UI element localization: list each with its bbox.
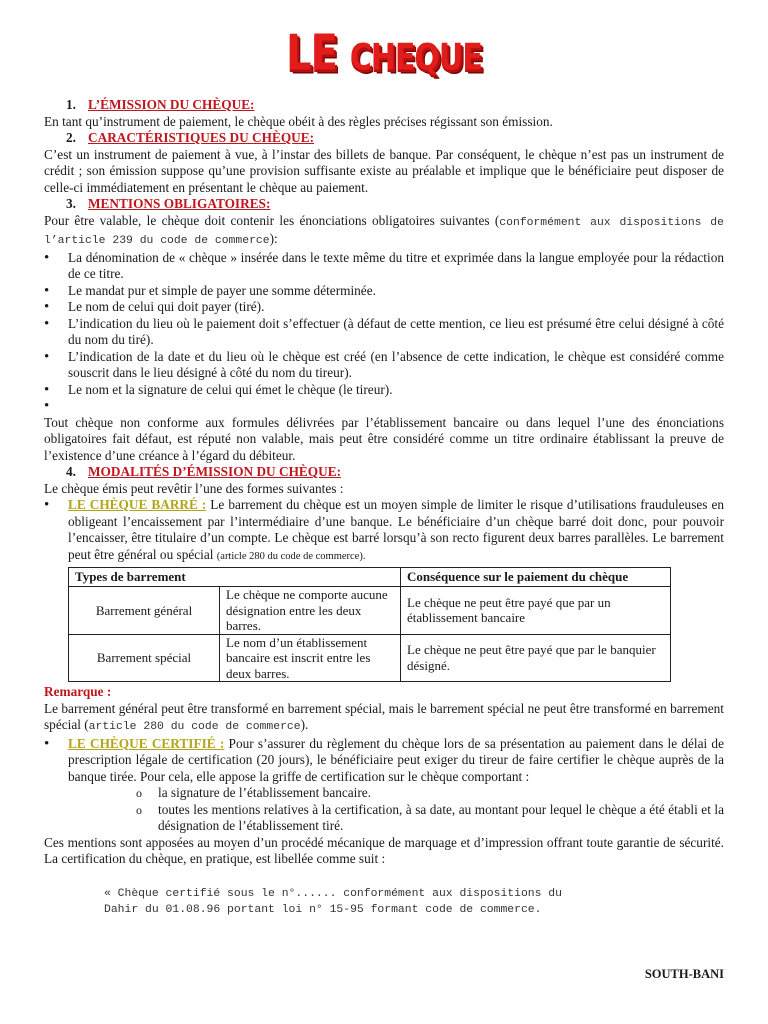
list-item: • Le nom de celui qui doit payer (tiré). (44, 299, 724, 316)
section-1-body: En tant qu’instrument de paiement, le chèque obéit à des règles précises régissant son émission. (44, 113, 553, 129)
list-item: • L’indication du lieu où le paiement doit s’effectuer (à défaut de cette mention, ce lieu est présumé être celui désigné à côté du nom du tiré). (44, 316, 724, 349)
list-item: • Le nom et la signature de celui qui émet le chèque (le tireur). (44, 382, 724, 399)
certification-outro: Ces mentions sont apposées au moyen d’un procédé mécanique de marquage et d’impression offrant toute garantie de sécurité. La certification du chèque, en pratique, est libellée comme suit : (44, 834, 724, 866)
barrement-table (68, 567, 671, 682)
section-3-outro: Tout chèque non conforme aux formules délivrées par l’établissement bancaire ou dans lequel l’une des énonciations obligatoires fait défaut, est réputé non valable, mais peut être considéré comme un titre ordinaire établissant la preuve de l’existence d’une créance à l’égard du débiteur. (44, 414, 724, 463)
table-header-row (69, 568, 671, 587)
list-item: • L’indication de la date et du lieu où le chèque est créé (en l’absence de cette indication, le chèque est considéré comme souscrit dans le lieu désigné à côté du nom du tireur). (44, 349, 724, 382)
table-cell-consequence: Le chèque ne peut être payé que par le banquier désigné. (401, 634, 671, 682)
mandatory-mentions-list (44, 250, 724, 415)
section-3-heading: 3. MENTIONS OBLIGATOIRES: (66, 196, 271, 211)
table-cell-desc: Le chèque ne comporte aucune désignation entre les deux barres. (220, 587, 401, 635)
list-item-empty (44, 398, 724, 415)
list-item: o toutes les mentions relatives à la certification, à sa date, au montant pour lequel le chèque a été établi et la désignation de l’établissement tiré. (136, 802, 724, 835)
certification-quote: « Chèque certifié sous le n°...... conformément aux dispositions du Dahir du 01.08.96 portant loi n° 15-95 formant code de commerce. (104, 887, 562, 916)
table-row (69, 587, 671, 635)
section-3-intro: Pour être valable, le chèque doit contenir les énonciations obligatoires suivantes (conformément aux dispositions de l’article 239 du code de commerce): (44, 212, 724, 247)
table-header: Types de barrement (69, 568, 401, 587)
section-2-heading: 2. CARACTÉRISTIQUES DU CHÈQUE: (66, 130, 315, 145)
list-item: o la signature de l’établissement bancaire. (136, 785, 724, 802)
table-cell-consequence: Le chèque ne peut être payé que par un établissement bancaire (401, 587, 671, 635)
table-cell-type: Barrement général (69, 587, 220, 635)
author-signature: SOUTH-BANI (644, 967, 724, 981)
section-1-heading: 1. L’ÉMISSION DU CHÈQUE: (66, 97, 255, 112)
page-title: LE CHEQUE (286, 25, 482, 82)
remarque-label: Remarque : (44, 684, 112, 699)
table-row (69, 634, 671, 682)
section-4-intro: Le chèque émis peut revêtir l’une des formes suivantes : (44, 480, 344, 496)
cheque-certifie-label: LE CHÈQUE CERTIFIÉ : (68, 735, 225, 751)
table-header: Conséquence sur le paiement du chèque (401, 568, 671, 587)
list-item: • La dénomination de « chèque » insérée dans le texte même du titre et exprimée dans la langue employée pour la rédaction de ce titre. (44, 250, 724, 283)
title-block (0, 25, 768, 88)
cheque-certifie-item: • LE CHÈQUE CERTIFIÉ : Pour s’assurer du règlement du chèque lors de sa présentation au paiement dans le délai de prescription légale de certification (20 jours), le bénéficiaire peut exiger du tireur de faire certifier le chèque auprès de la banque tirée. Pour cela, elle appose la griffe de certification sur le chèque comportant : (44, 736, 724, 786)
cheque-certifie-list (44, 736, 724, 786)
list-item: • Le mandat pur et simple de payer une somme déterminée. (44, 283, 724, 300)
cheque-forms-list (44, 497, 724, 565)
document-content (44, 97, 724, 919)
section-2-body: C’est un instrument de paiement à vue, à l’instar des billets de banque. Par conséquent, le chèque n’est pas un instrument de crédit ; son émission suppose qu’une provision suffisante existe au préalable et implique que le bénéficiaire peut disposer de celle-ci immédiatement en présentant le chèque au paiement. (44, 146, 724, 195)
cheque-barre-label: LE CHÈQUE BARRÉ : (68, 497, 207, 512)
section-4-heading: 4. MODALITÉS D’ÉMISSION DU CHÈQUE: (66, 464, 342, 479)
cheque-barre-item: • LE CHÈQUE BARRÉ : Le barrement du chèque est un moyen simple de limiter le risque d’utilisations frauduleuses en obligeant l’encaissement par l’intermédiaire d’une banque. Le bénéficiaire d’un chèque barré doit donc, pour pouvoir l’encaisser, être titulaire d’un compte. Le chèque est barré lorsqu’à son recto figurent deux barres parallèles. Le barrement peut être général ou spécial (article 280 du code de commerce). (44, 497, 724, 565)
certification-sublist (44, 785, 724, 835)
table-cell-desc: Le nom d’un établissement bancaire est inscrit entre les deux barres. (220, 634, 401, 682)
table-cell-type: Barrement spécial (69, 634, 220, 682)
remarque-body: Le barrement général peut être transformé en barrement spécial, mais le barrement spécial ne peut être transformé en barrement spécial (article 280 du code de commerce). (44, 700, 724, 733)
